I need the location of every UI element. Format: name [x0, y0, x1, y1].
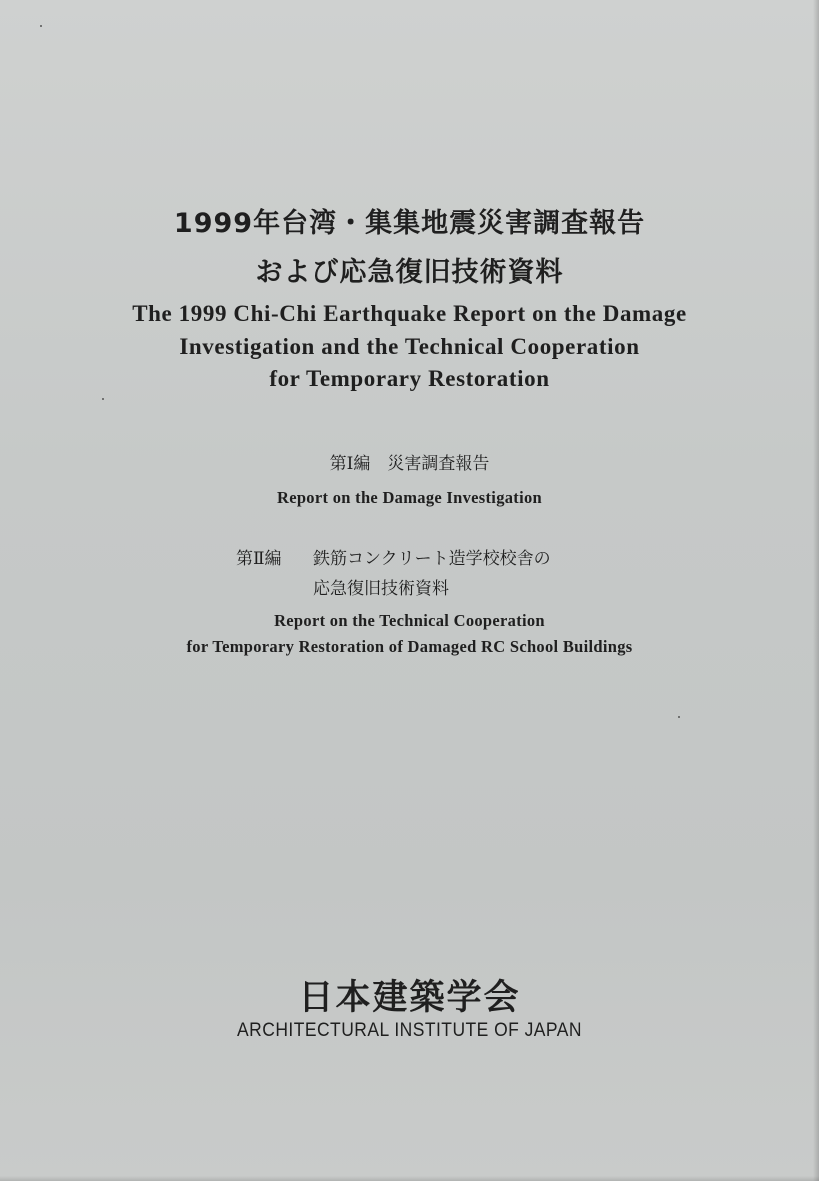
part-2-english-heading-line-2: for Temporary Restoration of Damaged RC School Buildings — [186, 637, 633, 656]
paper-speck — [40, 25, 42, 27]
part-2-english-heading-line-1: Report on the Technical Cooperation — [274, 611, 545, 630]
english-title-line-1: The 1999 Chi-Chi Earthquake Report on the Damage — [132, 301, 687, 326]
english-title-line-2: Investigation and the Technical Cooperation — [179, 334, 640, 359]
publisher-name-japanese: 日本建築学会 — [298, 978, 521, 1018]
publisher-name-english: ARCHITECTURAL INSTITUTE OF JAPAN — [237, 1020, 582, 1041]
japanese-title-line-2: および応急復旧技術資料 — [255, 257, 564, 288]
cover-bottom-shadow — [0, 1176, 819, 1181]
english-title-line-3: for Temporary Restoration — [269, 366, 550, 391]
paper-speck — [678, 716, 680, 718]
paper-speck — [102, 398, 104, 400]
part-2-japanese-heading-line-1: 鉄筋コンクリート造学校校舎の — [313, 549, 551, 569]
part-1-japanese-heading: 第Ⅰ編 災害調査報告 — [329, 454, 490, 474]
part-1-english-heading: Report on the Damage Investigation — [276, 488, 542, 507]
part-2-japanese-heading-line-2: 応急復旧技術資料 — [313, 579, 449, 599]
part-2-japanese-label: 第Ⅱ編 — [236, 549, 282, 569]
japanese-title-line-1: 1999年台湾・集集地震災害調査報告 — [173, 208, 646, 239]
